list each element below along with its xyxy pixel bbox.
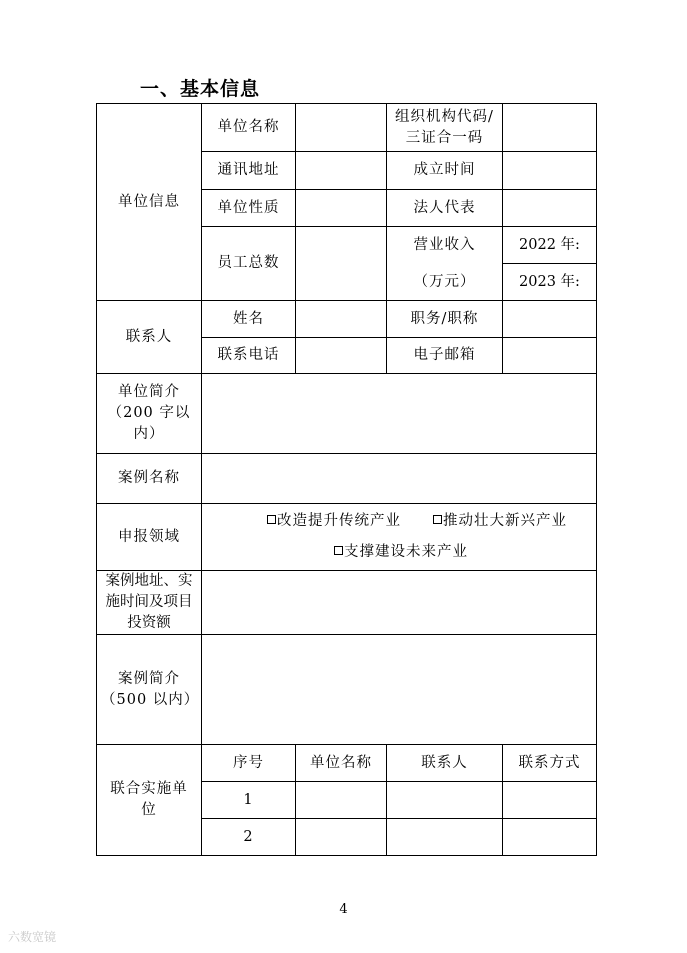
staff-field[interactable] <box>296 227 387 301</box>
unit-intro-label: 单位简介（200 字以内） <box>97 374 202 454</box>
joint-contact-field[interactable] <box>387 782 503 819</box>
checkbox-icon <box>433 515 442 524</box>
domain-option-label: 支撑建设未来产业 <box>344 544 468 560</box>
staff-label: 员工总数 <box>202 227 296 301</box>
phone-label: 联系电话 <box>202 338 296 374</box>
email-label: 电子邮箱 <box>387 338 503 374</box>
unit-nature-field[interactable] <box>296 190 387 227</box>
case-addr-field[interactable] <box>202 571 597 635</box>
position-label: 职务/职称 <box>387 301 503 338</box>
domain-option-traditional[interactable] <box>235 511 433 532</box>
joint-unit-field[interactable] <box>296 782 387 819</box>
phone-field[interactable] <box>296 338 387 374</box>
col-no-header: 序号 <box>202 745 296 782</box>
domain-options <box>202 504 597 571</box>
position-field[interactable] <box>503 301 597 338</box>
org-code-label: 组织机构代码/三证合一码 <box>387 104 503 152</box>
row-number: 2 <box>202 819 296 856</box>
case-intro-label: 案例简介（500 以内） <box>97 635 202 745</box>
email-field[interactable] <box>503 338 597 374</box>
unit-name-label: 单位名称 <box>202 104 296 152</box>
row-number: 1 <box>202 782 296 819</box>
joint-label: 联合实施单位 <box>97 745 202 856</box>
founded-label: 成立时间 <box>387 152 503 190</box>
col-unit-header: 单位名称 <box>296 745 387 782</box>
founded-field[interactable] <box>503 152 597 190</box>
domain-option-label: 推动壮大新兴产业 <box>443 513 567 529</box>
domain-option-future[interactable] <box>334 542 468 563</box>
joint-unit-field[interactable] <box>296 819 387 856</box>
name-field[interactable] <box>296 301 387 338</box>
case-intro-field[interactable] <box>202 635 597 745</box>
basic-info-form <box>96 103 597 856</box>
checkbox-icon <box>334 546 343 555</box>
col-contact-header: 联系人 <box>387 745 503 782</box>
revenue-label <box>387 227 503 301</box>
address-field[interactable] <box>296 152 387 190</box>
watermark: 六数宽镜 <box>8 930 57 944</box>
legal-rep-field[interactable] <box>503 190 597 227</box>
name-label: 姓名 <box>202 301 296 338</box>
domain-option-label: 改造提升传统产业 <box>277 513 401 529</box>
revenue-2023-field[interactable]: 2023 年: <box>503 264 597 301</box>
case-addr-label: 案例地址、实施时间及项目投资额 <box>97 571 202 635</box>
legal-rep-label: 法人代表 <box>387 190 503 227</box>
joint-contact-field[interactable] <box>387 819 503 856</box>
unit-nature-label: 单位性质 <box>202 190 296 227</box>
address-label: 通讯地址 <box>202 152 296 190</box>
revenue-label-line2: （万元） <box>413 273 476 290</box>
col-method-header: 联系方式 <box>503 745 597 782</box>
joint-method-field[interactable] <box>503 819 597 856</box>
org-code-field[interactable] <box>503 104 597 152</box>
domain-label: 申报领域 <box>97 504 202 571</box>
page-number: 4 <box>339 902 348 917</box>
revenue-2022-field[interactable]: 2022 年: <box>503 227 597 264</box>
revenue-label-line1: 营业收入 <box>413 236 476 253</box>
unit-name-field[interactable] <box>296 104 387 152</box>
joint-method-field[interactable] <box>503 782 597 819</box>
checkbox-icon <box>267 515 276 524</box>
section-title: 一、基本信息 <box>140 78 261 100</box>
unit-intro-field[interactable] <box>202 374 597 454</box>
domain-option-emerging[interactable] <box>433 511 567 532</box>
case-name-label: 案例名称 <box>97 454 202 504</box>
unit-info-label: 单位信息 <box>97 104 202 301</box>
case-name-field[interactable] <box>202 454 597 504</box>
contact-label: 联系人 <box>97 301 202 374</box>
